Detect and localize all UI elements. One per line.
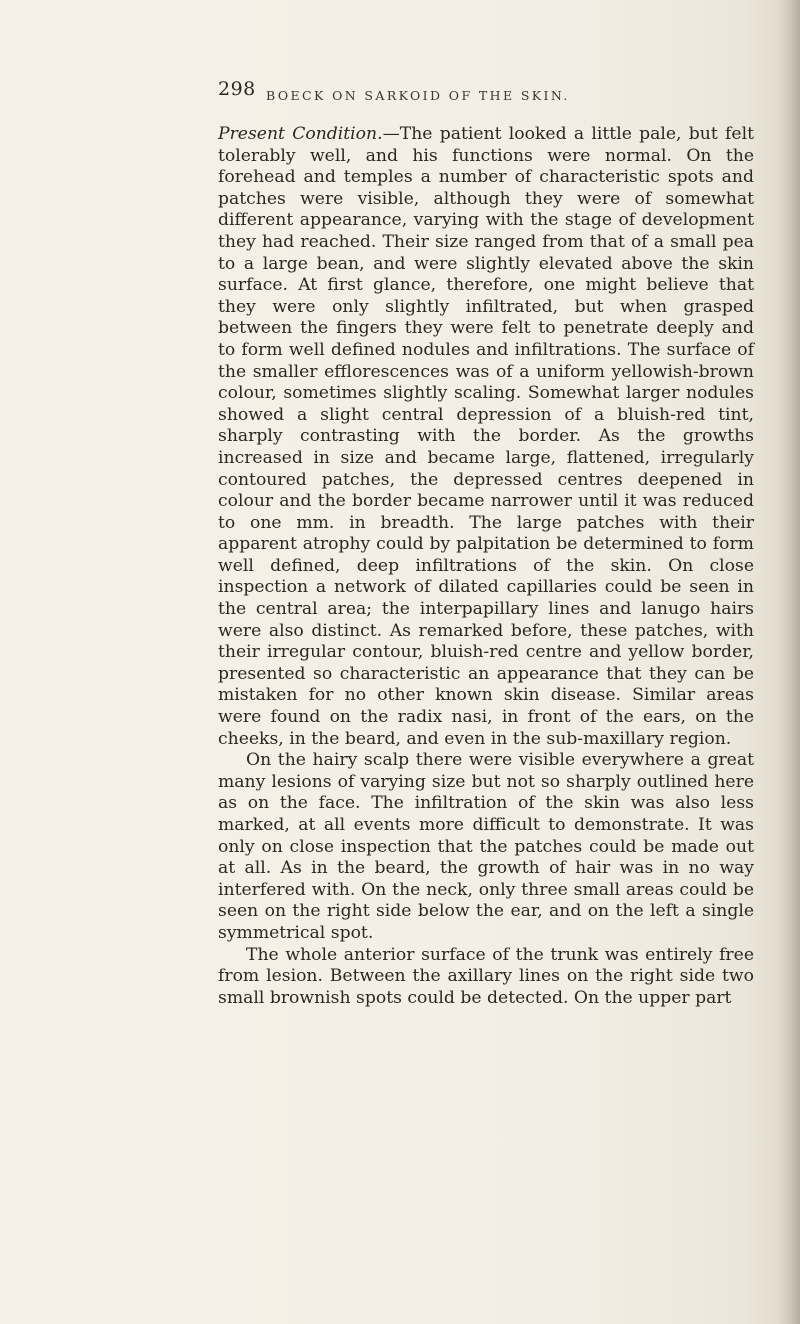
paragraph-trunk [218,945,754,1010]
paragraph-text: On the hairy scalp there were visible everywhere a great many lesions of varying size but not so sharply outlined here as on the face. The infiltration of the skin was also less marked, at all events more difficult to demonstrate. It was only on close inspection that the patches could be made out at all. As in the beard, the growth of hair was in no way interfered with. On the neck, only three small areas could be seen on the right side below the ear, and on the left a single symmetrical spot. [218,750,754,943]
paragraph-text: —The patient looked a little pale, but felt tolerably well, and his functions were normal. On the forehead and temples a number of characteristic spots and patches were visible, although they were of somewhat different appearance, varying with the stage of development they had reached. Their size ranged from that of a small pea to a large bean, and were slightly elevated above the skin surface. At first glance, therefore, one might believe that they were only slightly infiltrated, but when grasped between the fingers they were felt to penetrate deeply and to form well defined nodules and infiltrations. The surface of the smaller efflorescences was of a uniform yellowish-brown colour, sometimes slightly scaling. Somewhat larger nodules showed a slight central depression of a bluish-red tint, sharply contrasting with the border. As the growths increased in size and became large, flattened, irregularly contoured patches, the depressed centres deepened in colour and the border became narrower until it was reduced to one mm. in breadth. The large patches with their apparent atrophy could by palpitation be determined to form well defined, deep infiltrations of the skin. On close inspection a network of dilated capillaries could be seen in the central area; the interpapillary lines and lanugo hairs were also distinct. As remarked before, these patches, with their irregular contour, bluish-red centre and yellow border, presented so characteristic an appearance that they can be mistaken for no other known skin disease. Similar areas were found on the radix nasi, in front of the ears, on the cheeks, in the beard, and even in the sub-maxillary region. [218,124,754,749]
page-number: 298 [218,78,256,100]
paragraph-scalp [218,750,754,944]
paragraph-present-condition [218,124,754,750]
section-run-in-heading: Present Condition. [218,124,383,144]
page-edge-shadow [778,0,800,1324]
running-head: BOECK ON SARKOID OF THE SKIN. [266,88,570,103]
body-text [218,124,754,1009]
paragraph-text: The whole anterior surface of the trunk was entirely free from lesion. Between the axillary lines on the right side two small brownish spots could be detected. On the upper part [218,944,754,1008]
